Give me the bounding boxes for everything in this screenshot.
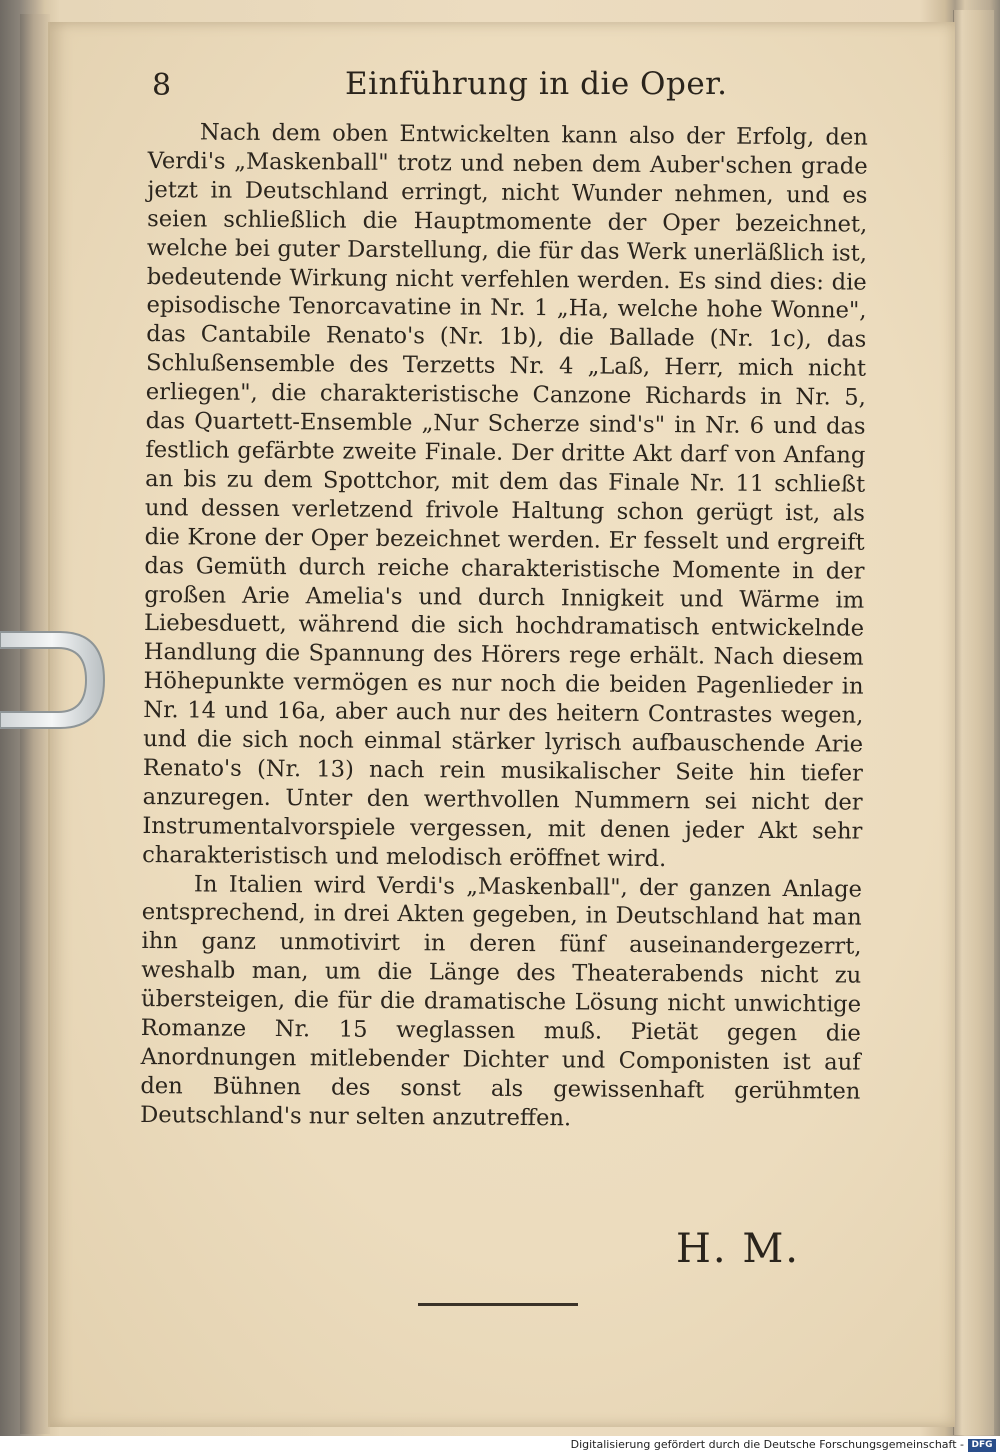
paragraph-1: Nach dem oben Entwickelten kann also der Erfolg, den Verdi's „Maskenball" trotz und neben dem Auber'schen grade jetzt in Deutschland erringt, nicht Wunder nehmen, und es seien schließlich die Hauptmomente der Oper bezeichnet, welche bei guter Darstellung, die für das Werk unerläßlich ist, bedeutende Wirkung nicht verfehlen werden. Es sind dies: die episodische Tenorcavatine in Nr. 1 „Ha, welche hohe Wonne", das Cantabile Renato's (Nr. 1b), die Ballade (Nr. 1c), das Schlußensemble des Terzetts Nr. 4 „Laß, Herr, mich nicht erliegen", die charakteristische Canzone Richards in Nr. 5, das Quartett-Ensemble „Nur Scherze sind's" in Nr. 6 und das festlich gefärbte zweite Finale. Der dritte Akt darf von Anfang an bis zu dem Spottchor, mit dem das Finale Nr. 11 schließt und dessen verletzend frivole Haltung schon gerügt ist, als die Krone der Oper bezeichnet werden. Er fesselt und ergreift das Gemüth durch reiche charakteristische Momente in der großen Arie Amelia's und durch Innigkeit und Wärme im Liebesduett, während die sich hochdramatisch entwickelnde Handlung die Spannung des Hörers rege erhält. Nach diesem Höhepunkte vermögen es nur noch die beiden Pagenlieder in Nr. 14 und 16a, aber auch nur des heitern Contrastes wegen, und die sich noch einmal stärker lyrisch aufbauschende Arie Renato's (Nr. 13) nach rein musikalischer Seite hin tiefer anzuregen. Unter den werthvollen Nummern sei nicht der Instrumentalvorspiele vergessen, mit denen jeder Akt sehr charakteristisch und melodisch eröffnet wird. — [142, 119, 868, 872]
page-header — [150, 60, 870, 120]
paragraph-2: In Italien wird Verdi's „Maskenball", der ganzen Anlage entsprechend, in drei Akten gegeben, in Deutschland hat man ihn ganz unmotivirt in deren fünf auseinandergezerrt, weshalb man, um die Länge des Theaterabends nicht zu übersteigen, die für die dramatische Lösung nicht unwichtige Romanze Nr. 15 weglassen muß. Pietät gegen die Anordnungen mitlebender Dichter und Componisten ist auf den Bühnen des sonst als gewissenhaft gerühmten Deutschland's nur selten anzutreffen. — [140, 870, 863, 1132]
digitization-footer — [0, 1436, 1000, 1455]
body-text — [140, 118, 868, 1135]
dfg-logo: DFG — [968, 1439, 996, 1452]
footer-credit: Digitalisierung gefördert durch die Deutsche Forschungsgemeinschaft - — [570, 1438, 964, 1451]
end-rule — [418, 1303, 578, 1306]
page-edges-right — [953, 10, 994, 1435]
paper-clip-icon — [0, 612, 108, 748]
page-number: 8 — [152, 68, 172, 103]
author-signature: H. M. — [676, 1226, 800, 1272]
running-title: Einführung in die Oper. — [345, 66, 728, 102]
